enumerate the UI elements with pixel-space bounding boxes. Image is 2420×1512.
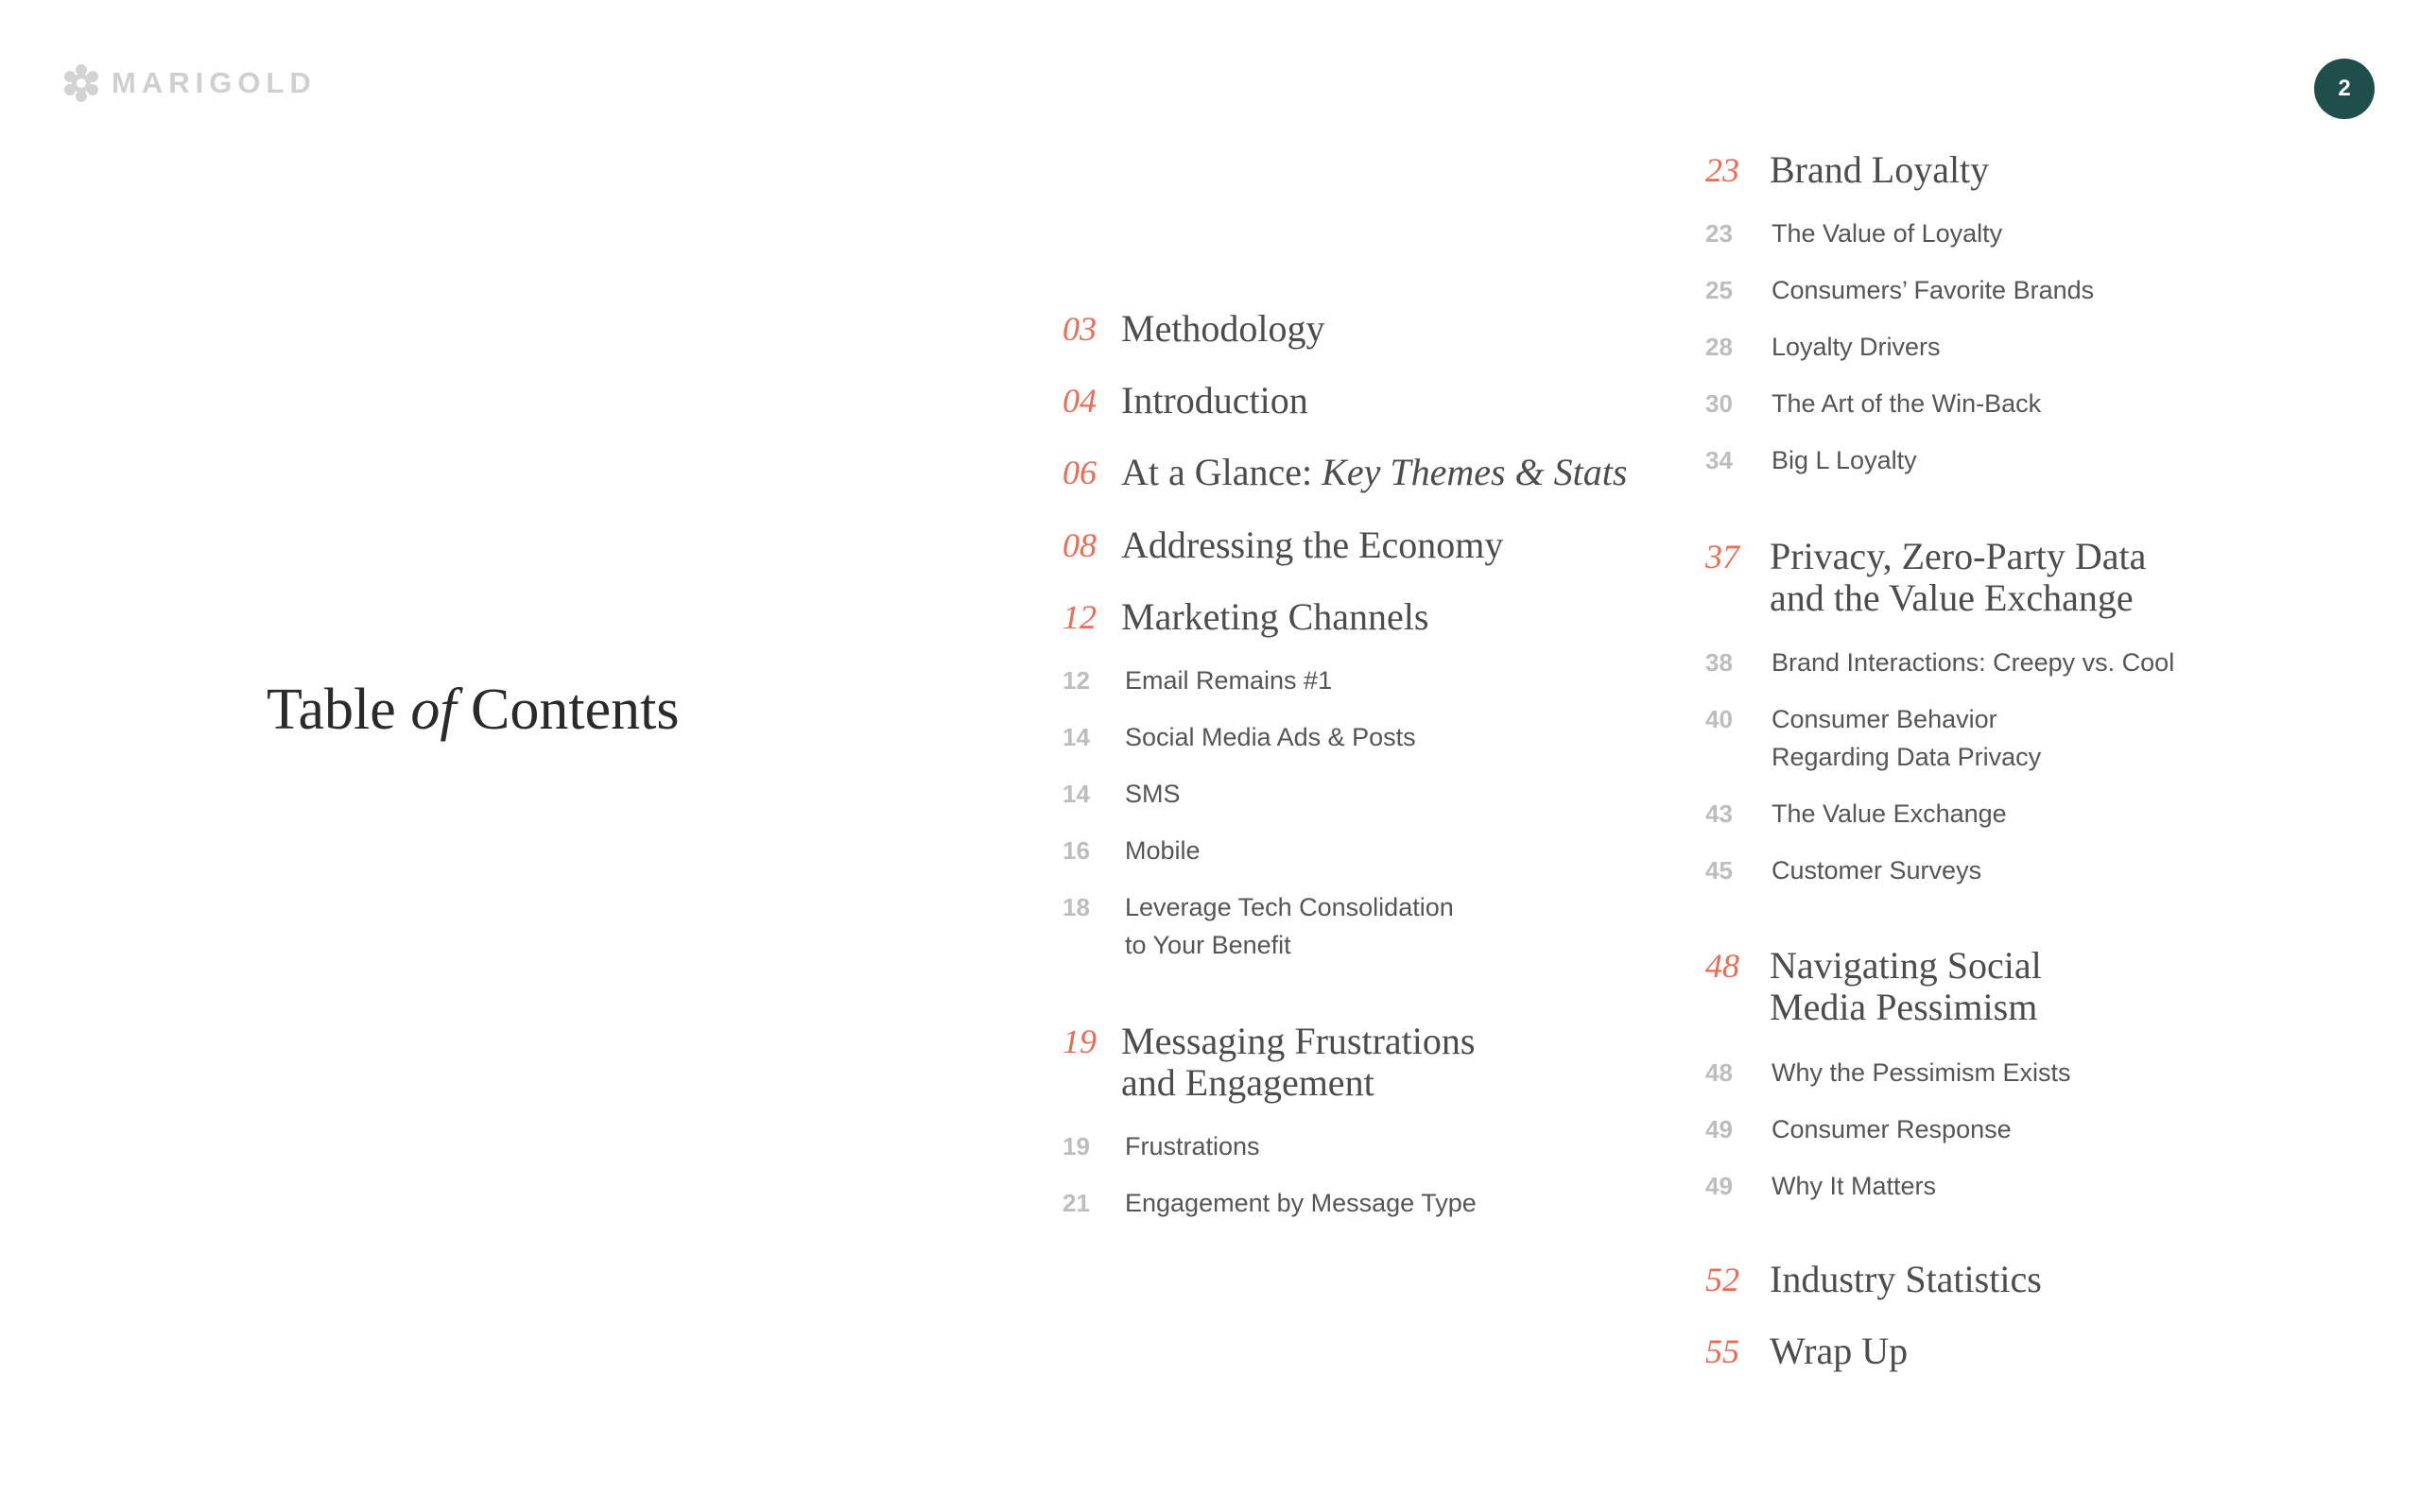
marigold-logo — [62, 64, 317, 102]
item-page-number: 25 — [1705, 276, 1733, 304]
title-part-3: Contents — [471, 678, 680, 742]
section-number: 23 — [1705, 151, 1739, 189]
item-page-number: 28 — [1705, 333, 1733, 361]
brand-name: MARIGOLD — [112, 66, 317, 99]
item-title: Engagement by Message Type — [1125, 1189, 1477, 1217]
section-title-italic: Key Themes & Stats — [1322, 451, 1628, 493]
section-number: 03 — [1063, 310, 1097, 348]
section-title: Marketing Channels — [1121, 595, 1429, 638]
section-title-line-2: Media Pessimism — [1770, 986, 2038, 1028]
section-number: 08 — [1063, 526, 1097, 564]
item-page-number: 16 — [1063, 836, 1090, 865]
item-page-number: 49 — [1705, 1172, 1733, 1200]
section-title: Industry Statistics — [1770, 1258, 2042, 1300]
item-page-number: 34 — [1705, 446, 1733, 474]
item-title: Why the Pessimism Exists — [1772, 1058, 2071, 1087]
item-page-number: 30 — [1705, 389, 1733, 418]
item-title: Brand Interactions: Creepy vs. Cool — [1772, 648, 2175, 677]
section-number: 04 — [1063, 382, 1097, 420]
section-title: Wrap Up — [1770, 1330, 1909, 1372]
section-title-main: At a Glance: — [1121, 451, 1313, 493]
section-number: 06 — [1063, 454, 1097, 491]
item-page-number: 40 — [1705, 705, 1733, 733]
section-title: Addressing the Economy — [1121, 524, 1504, 566]
item-page-number: 48 — [1705, 1058, 1733, 1087]
section-title: Methodology — [1121, 307, 1325, 350]
page-title — [267, 678, 680, 742]
item-page-number: 18 — [1063, 893, 1090, 921]
item-page-number: 43 — [1705, 799, 1733, 828]
item-title: Frustrations — [1125, 1132, 1260, 1160]
item-title: Loyalty Drivers — [1772, 333, 1941, 361]
section-number: 55 — [1705, 1332, 1739, 1370]
item-title: Why It Matters — [1772, 1172, 1937, 1200]
item-title: Leverage Tech Consolidation — [1125, 893, 1454, 921]
section-title-line-2: and the Value Exchange — [1770, 576, 2134, 619]
item-page-number: 23 — [1705, 219, 1733, 248]
section-title-line-2: and Engagement — [1121, 1061, 1374, 1104]
item-page-number: 49 — [1705, 1115, 1733, 1143]
item-page-number: 21 — [1063, 1189, 1090, 1217]
item-title: The Value Exchange — [1772, 799, 2007, 828]
item-page-number: 19 — [1063, 1132, 1090, 1160]
section-title: Privacy, Zero-Party Data — [1770, 535, 2147, 577]
item-title-line-2: to Your Benefit — [1125, 931, 1291, 959]
item-title: SMS — [1125, 780, 1181, 808]
section-number: 48 — [1705, 947, 1739, 985]
item-page-number: 14 — [1063, 723, 1090, 751]
item-title: Social Media Ads & Posts — [1125, 723, 1416, 751]
item-title: Consumer Behavior — [1772, 705, 1997, 733]
title-part-1: Table — [267, 678, 396, 742]
section-title: Messaging Frustrations — [1121, 1020, 1476, 1062]
marigold-flower-icon — [62, 64, 100, 102]
item-title-line-2: Regarding Data Privacy — [1772, 743, 2042, 771]
section-number: 12 — [1063, 598, 1097, 636]
page-number-badge: 2 — [2314, 59, 2375, 119]
item-title: Email Remains #1 — [1125, 666, 1333, 695]
item-title: Big L Loyalty — [1772, 446, 1917, 474]
item-page-number: 38 — [1705, 648, 1733, 677]
section-number: 37 — [1705, 538, 1739, 576]
item-page-number: 45 — [1705, 856, 1733, 885]
item-page-number: 12 — [1063, 666, 1090, 695]
section-title — [1121, 452, 1627, 493]
section-title: Navigating Social — [1770, 944, 2042, 987]
item-page-number: 14 — [1063, 780, 1090, 808]
item-title: Customer Surveys — [1772, 856, 1982, 885]
title-part-2: of — [410, 678, 457, 742]
item-title: Consumers’ Favorite Brands — [1772, 276, 2095, 304]
section-number: 52 — [1705, 1261, 1739, 1298]
item-title: Consumer Response — [1772, 1115, 2012, 1143]
section-number: 19 — [1063, 1022, 1097, 1060]
item-title: Mobile — [1125, 836, 1201, 865]
item-title: The Value of Loyalty — [1772, 219, 2003, 248]
item-title: The Art of the Win-Back — [1772, 389, 2042, 418]
section-title: Introduction — [1121, 379, 1308, 421]
section-title: Brand Loyalty — [1770, 148, 1990, 191]
